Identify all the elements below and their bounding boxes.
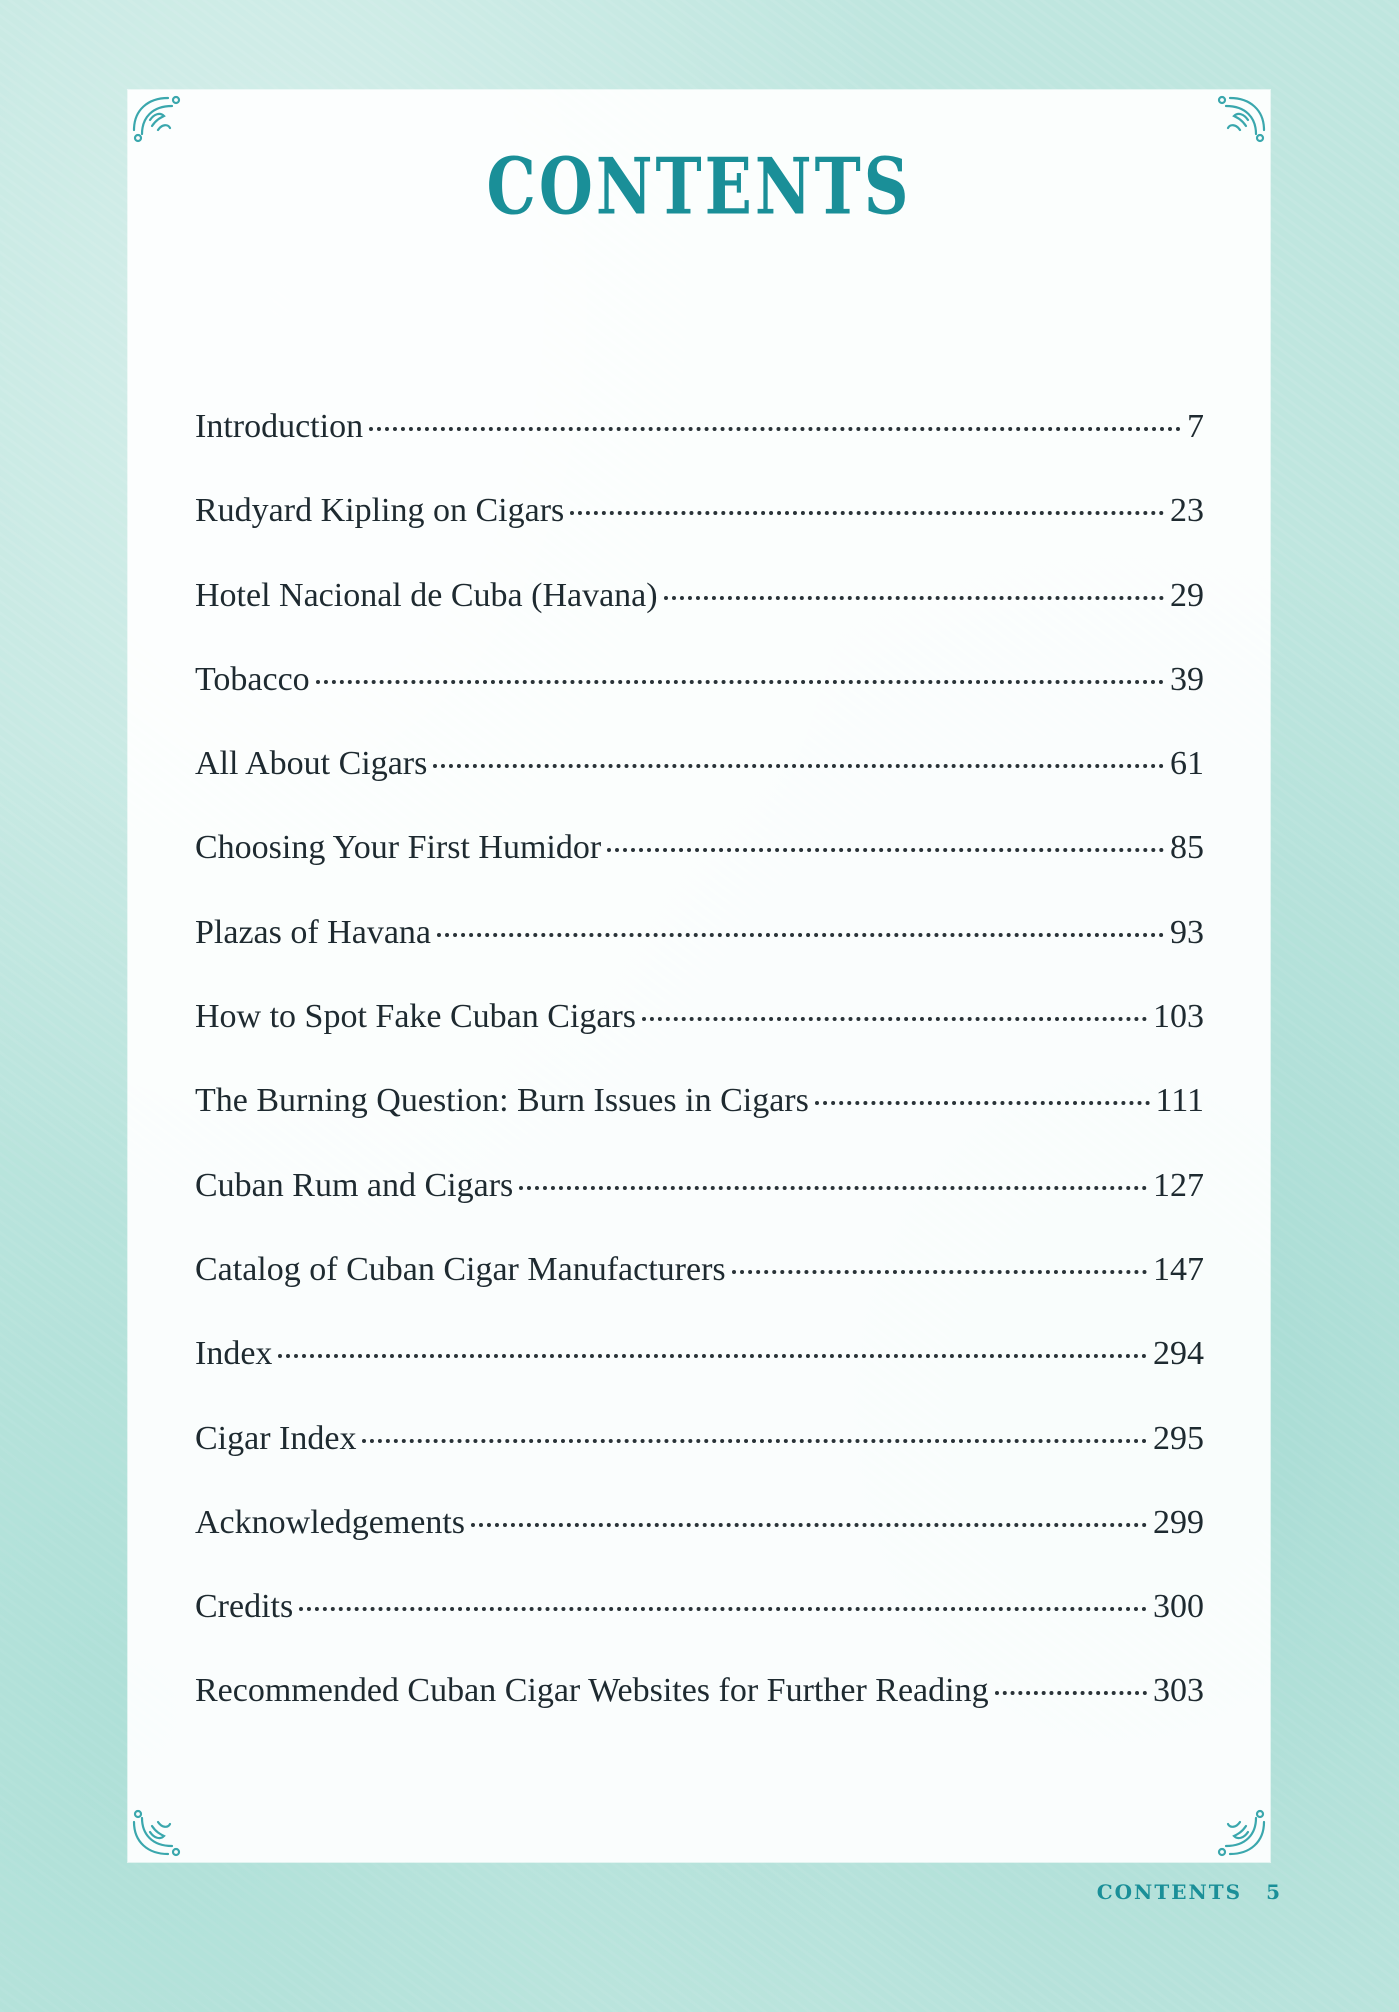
toc-entry[interactable] — [195, 745, 1204, 829]
toc-entry-page: 23 — [1170, 492, 1204, 530]
contents-panel — [128, 90, 1270, 1862]
page-title: CONTENTS — [486, 140, 912, 233]
toc-entry-page: 61 — [1170, 745, 1204, 783]
toc-entry-title: The Burning Question: Burn Issues in Cigars — [195, 1082, 809, 1120]
dot-leader — [471, 1523, 1147, 1527]
toc-entry-title: Choosing Your First Humidor — [195, 829, 602, 867]
toc-entry-page: 29 — [1170, 576, 1204, 614]
dot-leader — [664, 596, 1164, 600]
dot-leader — [316, 680, 1164, 684]
toc-entry[interactable] — [195, 1082, 1204, 1166]
toc-entry-page: 294 — [1153, 1335, 1204, 1373]
dot-leader — [362, 1439, 1147, 1443]
toc-entry-page: 111 — [1155, 1082, 1204, 1120]
toc-entry-title: Credits — [195, 1588, 294, 1626]
toc-entry-page: 299 — [1153, 1503, 1204, 1541]
toc-entry[interactable] — [195, 1335, 1204, 1419]
dot-leader — [732, 1270, 1147, 1274]
flourish-ornament-icon — [1212, 90, 1270, 148]
dot-leader — [299, 1607, 1147, 1611]
toc-entry-title: Recommended Cuban Cigar Websites for Further Reading — [195, 1672, 989, 1710]
dot-leader — [519, 1186, 1147, 1190]
toc-entry-title: Tobacco — [195, 660, 310, 698]
toc-entry[interactable] — [195, 1588, 1204, 1672]
toc-entry[interactable] — [195, 1672, 1204, 1756]
toc-entry-page: 300 — [1153, 1588, 1204, 1626]
toc-entry-title: Cigar Index — [195, 1419, 357, 1457]
toc-entry-title: Rudyard Kipling on Cigars — [195, 492, 565, 530]
flourish-ornament-icon — [128, 90, 186, 148]
dot-leader — [642, 1017, 1147, 1021]
toc-entry[interactable] — [195, 408, 1204, 492]
toc-entry[interactable] — [195, 1167, 1204, 1251]
toc-entry-title: Index — [195, 1335, 273, 1373]
toc-entry-title: Acknowledgements — [195, 1503, 466, 1541]
toc-entry[interactable] — [195, 1420, 1204, 1504]
toc-entry-page: 7 — [1187, 408, 1204, 445]
toc-entry-title: All About Cigars — [195, 745, 428, 783]
toc-entry-title: Catalog of Cuban Cigar Manufacturers — [195, 1250, 726, 1288]
toc-entry-title: Plazas of Havana — [195, 913, 432, 951]
toc-entry[interactable] — [195, 829, 1204, 913]
dot-leader — [570, 511, 1164, 515]
dot-leader — [995, 1691, 1147, 1695]
dot-leader — [369, 427, 1181, 431]
toc-entry[interactable] — [195, 1504, 1204, 1588]
dot-leader — [815, 1101, 1150, 1105]
toc-entry-page: 303 — [1153, 1672, 1204, 1710]
dot-leader — [278, 1354, 1147, 1358]
dot-leader — [437, 933, 1164, 937]
flourish-ornament-icon — [128, 1804, 186, 1862]
flourish-ornament-icon — [1212, 1804, 1270, 1862]
toc-entry-page: 85 — [1170, 829, 1204, 867]
toc-entry[interactable] — [195, 492, 1204, 576]
running-footer — [1097, 1880, 1282, 1904]
toc-entry[interactable] — [195, 577, 1204, 661]
toc-entry[interactable] — [195, 998, 1204, 1082]
toc-entry[interactable] — [195, 661, 1204, 745]
toc-entry-page: 147 — [1153, 1250, 1204, 1288]
page-number: 5 — [1266, 1880, 1282, 1904]
toc-entry-title: Hotel Nacional de Cuba (Havana) — [195, 576, 658, 614]
dot-leader — [607, 848, 1164, 852]
toc-entry[interactable] — [195, 914, 1204, 998]
toc-entry-title: Introduction — [195, 408, 364, 445]
toc-entry[interactable] — [195, 1251, 1204, 1335]
toc-entry-page: 93 — [1170, 913, 1204, 951]
running-head: CONTENTS — [1096, 1880, 1243, 1904]
toc-entry-page: 103 — [1153, 998, 1204, 1036]
toc-entry-title: How to Spot Fake Cuban Cigars — [195, 998, 637, 1036]
toc-entry-title: Cuban Rum and Cigars — [195, 1166, 514, 1204]
toc-entry-page: 39 — [1170, 660, 1204, 698]
toc-entry-page: 295 — [1153, 1419, 1204, 1457]
toc-entry-page: 127 — [1153, 1166, 1204, 1204]
dot-leader — [433, 764, 1164, 768]
table-of-contents — [195, 408, 1204, 1757]
